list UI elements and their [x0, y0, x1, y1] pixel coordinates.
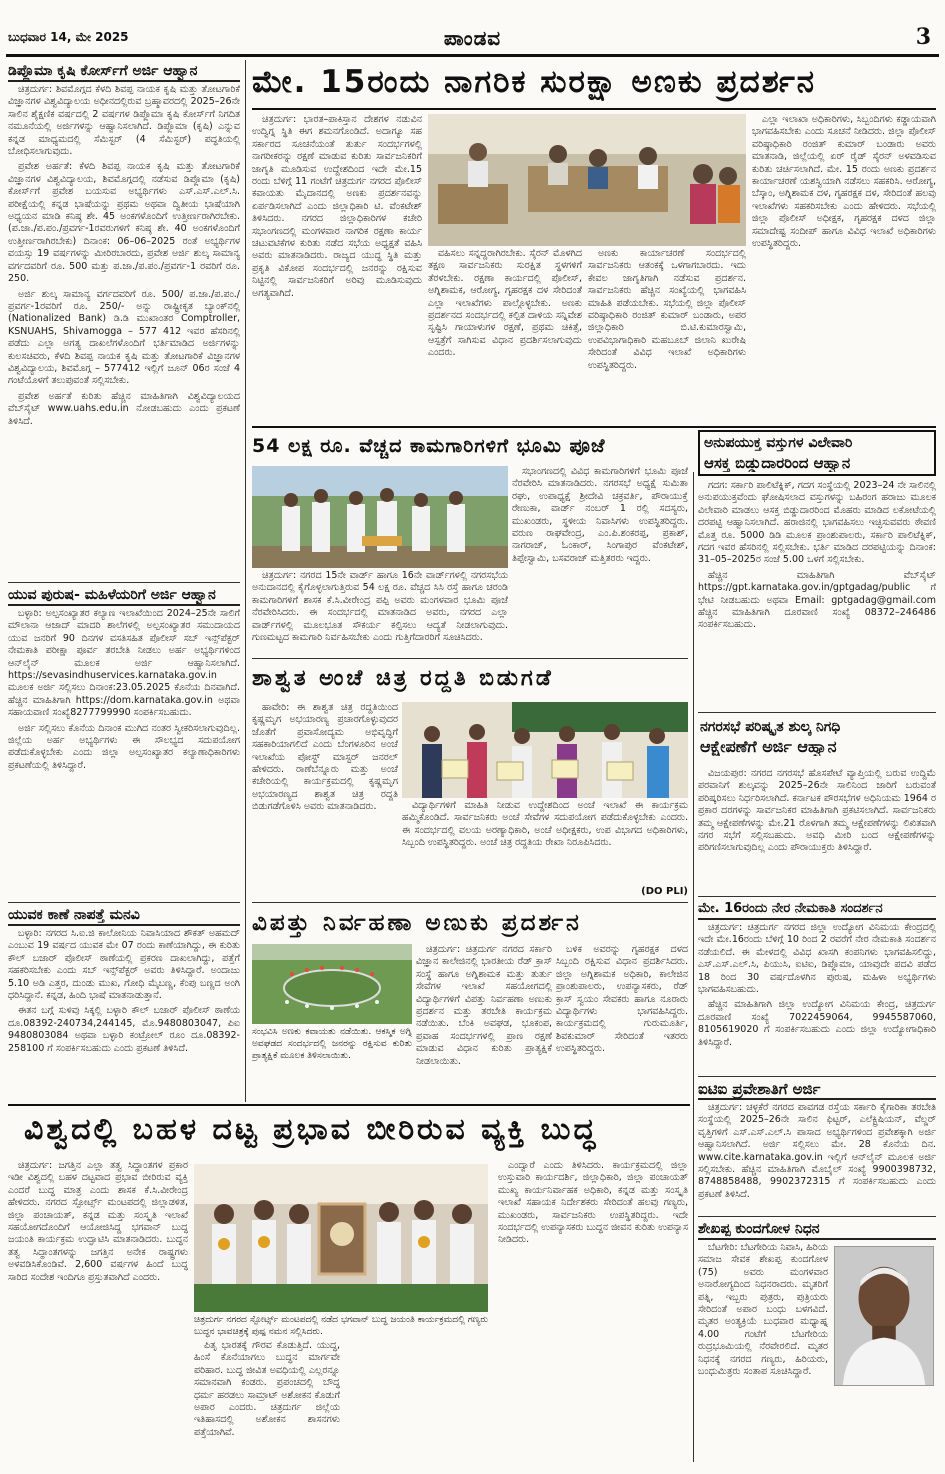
paragraph: ಚಿತ್ರದುರ್ಗ: ಚಿತ್ರದುರ್ಗ ನಗರದ ಜಿಲ್ಲಾ ಉದ್ಯೋಗ ವಿನಿಮಯ ಕೇಂದ್ರದಲ್ಲಿ ಇದೇ ಮೇ.16ರಂದು ಬೆಳಿಗ್ಗೆ 10 ರಿಂದ 2 ರವರೆಗೆ ನೇರ ನೇಮಕಾತಿ ಸಂದರ್ಶನ ನಡೆಯಲಿದೆ. ಈ ಮೇಳದಲ್ಲಿ ವಿವಿಧ ಖಾಸಗಿ ಕಂಪನಿಗಳು ಭಾಗವಹಿಸಲಿದ್ದು, ಎಸ್.ಎಸ್.ಎಲ್.ಸಿ, ಪಿಯುಸಿ, ಐಟಿಐ, ಡಿಪ್ಲೊಮಾ, ಯಾವುದೇ ಪದವಿ ಪಡೆದ 18 ರಿಂದ 30 ವರ್ಷದೊಳಗಿನ ಪುರುಷ, ಮಹಿಳಾ ಅಭ್ಯರ್ಥಿಗಳು ಭಾಗವಹಿಸಬಹುದು. [698, 922, 936, 996]
article-column [252, 702, 398, 900]
section-divider [698, 1076, 936, 1077]
section-divider [698, 1216, 936, 1217]
paragraph: ಗದಗ: ಸರ್ಕಾರಿ ಪಾಲಿಟೆಕ್ನಿಕ್, ಗದಗ ಸಂಸ್ಥೆಯಲ್ಲಿ 2023–24 ನೇ ಸಾಲಿನಲ್ಲಿ ಅನುಪಯುಕ್ತವೆಂದು ಘೋಷಿಸಲಾದ ವಸ್ತುಗಳನ್ನು ಬಹಿರಂಗ ಹರಾಜು ಮೂಲಕ ವಿಲೇವಾರಿ ಮಾಡಲು ಆಸಕ್ತ ಬಿಡ್ಡುದಾರರಿಂದ ಮೊಹರು ಮಾಡಿದ ಲಕೋಟೆಯಲ್ಲಿ ದರಪಟ್ಟಿ ಆಹ್ವಾನಿಸಲಾಗಿದೆ. ಹರಾಜಿನಲ್ಲಿ ಭಾಗವಹಿಸಲು ಇಚ್ಛಿಸುವವರು ಠೇವಣಿ ಮೊತ್ತ ರೂ. 5000 ಡಿಡಿ ಮೂಲಕ ಪ್ರಾಂಶುಪಾಲರು, ಸರ್ಕಾರಿ ಪಾಲಿಟೆಕ್ನಿಕ್, ಗದಗ ಇವರ ಹೆಸರಿನಲ್ಲಿ ಸಲ್ಲಿಸಬೇಕು. ಭರ್ತಿ ಮಾಡಿದ ದರಪಟ್ಟಿಯನ್ನು ದಿನಾಂಕ: 31–05–2025ರ ಸಂಜೆ 5.00 ಒಳಗೆ ಸಲ್ಲಿಸಬೇಕು. [698, 480, 936, 566]
issue-date: ಬುಧವಾರ 14, ಮೇ 2025 [8, 30, 129, 44]
drill-photo [252, 944, 412, 1024]
paragraph: ಎಲ್ಲಾ ಇಲಾಖಾ ಅಧಿಕಾರಿಗಳು, ಸಿಬ್ಬಂದಿಗಳು ಕಡ್ಡಾಯವಾಗಿ ಭಾಗವಹಿಸಬೇಕು ಎಂದು ಸೂಚನೆ ನೀಡಿದರು. ಜಿಲ್ಲಾ ಪೊಲೀಸ್ ವರಿಷ್ಠಾಧಿಕಾರಿ ರಂಜಿತ್ ಕುಮಾರ್ ಬಂಡಾರು ಅವರು ಮಾತನಾಡಿ, ಜಿಲ್ಲೆಯಲ್ಲಿ ಏರ್ ರೈಡ್ ಸೈರನ್ ಅಳವಡಿಸುವ ಕುರಿತು ಚರ್ಚಿಸಲಾಗಿದೆ. ಮೇ. 15 ರಂದು ಅಣಕು ಪ್ರದರ್ಶನ ಕಾರ್ಯಾಚರಣೆ ಯಶಸ್ವಿಯಾಗಿ ನಡೆಸಲು ಸಹಕರಿಸಿ. ಆರೋಗ್ಯ, ಬೆಸ್ಕಾಂ, ಅಗ್ನಿಶಾಮಕ ದಳ, ಗೃಹರಕ್ಷಕ ದಳ, ಸೇರಿದಂತೆ ಹಲವು ಇಲಾಖೆಗಳು ಸಹಕರಿಸಬೇಕು ಎಂದು ಹೇಳಿದರು. ಸಭೆಯಲ್ಲಿ ಜಿಲ್ಲಾ ಪೊಲೀಸ್ ಅಧೀಕ್ಷಕ, ಗೃಹರಕ್ಷಕ ದಳದ ಜಿಲ್ಲಾ ಸಮಾದೇಷ್ಟ ಸಂದೀಪ್ ಹಾಗೂ ವಿವಿಧ ಇಲಾಖೆ ಅಧಿಕಾರಿಗಳು ಉಪಸ್ಥಿತರಿದ್ದರು. [752, 114, 936, 250]
paragraph: ಎಂದ್ವಾರೆ ಎಂದು ತಿಳಿಸಿದರು. ಕಾರ್ಯಕ್ರಮದಲ್ಲಿ ಜಿಲ್ಲಾ ಉಸ್ತುವಾರಿ ಕಾರ್ಯದರ್ಶಿ, ಜಿಲ್ಲಾಧಿಕಾರಿ, ಜಿಲ್ಲಾ ಪಂಚಾಯತ್ ಮುಖ್ಯ ಕಾರ್ಯನಿರ್ವಾಹಕ ಅಧಿಕಾರಿ, ಕನ್ನಡ ಮತ್ತು ಸಂಸ್ಕೃತಿ ಇಲಾಖೆ ಸಹಾಯಕ ನಿರ್ದೇಶಕರು ಸೇರಿದಂತೆ ಹಲವು ಗಣ್ಯರು, ಮುಖಂಡರು, ಸಾರ್ವಜನಿಕರು ಉಪಸ್ಥಿತರಿದ್ದರು. ಇದೇ ಸಂದರ್ಭದಲ್ಲಿ ಉಪನ್ಯಾಸಕರು ಬುದ್ಧನ ಜೀವನ ಕುರಿತು ಉಪನ್ಯಾಸ ನೀಡಿದರು. [498, 1160, 688, 1246]
paragraph: ಅರ್ಜಿ ಶುಲ್ಕ ಸಾಮಾನ್ಯ ವರ್ಗದವರಿಗೆ ರೂ. 500/ ಪ.ಜಾ./ಪ.ಪಂ./ಪ್ರವರ್ಗ-1ರವರಿಗೆ ರೂ. 250/- ಅನ್ನು ರಾಷ್ಟ್ರೀಕೃತ ಬ್ಯಾಂಕ್‌ನಲ್ಲಿ (Nationalized Bank) ಡಿ.ಡಿ ಮುಖಾಂತರ Comptroller, KSNUAHS, Shivamogga – 577 412 ಇವರ ಹೆಸರಿನಲ್ಲಿ ಪಡೆದು ಎಲ್ಲಾ ಅಗತ್ಯ ದಾಖಲೆಗಳೊಂದಿಗೆ ಭರ್ತಿಮಾಡಿದ ಅರ್ಜಿಗಳನ್ನು ಕುಲಸಚಿವರು, ಕೆಳದಿ ಶಿವಪ್ಪ ನಾಯಕ ಕೃಷಿ ಮತ್ತು ತೋಟಗಾರಿಕೆ ವಿಜ್ಞಾನಗಳ ವಿಶ್ವವಿದ್ಯಾಲಯ, ಶಿವಮೊಗ್ಗ – 577412 ಇಲ್ಲಿಗೆ ಜೂನ್ 06ರ ಸಂಜೆ 4 ಗಂಟೆಯೊಳಗೆ ತಲುಪುವಂತೆ ಸಲ್ಲಿಸಬೇಕು. [8, 288, 240, 387]
lead-headline: ಮೇ. 15ರಂದು ನಾಗರಿಕ ಸುರಕ್ಷಾ ಅಣಕು ಪ್ರದರ್ಶನ [252, 64, 816, 100]
article-column [588, 248, 746, 422]
paragraph: ಸಭಾಂಗಣದಲ್ಲಿ ವಿವಿಧ ಕಾಮಗಾರಿಗಳಿಗೆ ಭೂಮಿ ಪೂಜೆ ನೆರವೇರಿಸಿ ಮಾತನಾಡಿದರು. ನಗರಸಭೆ ಅಧ್ಯಕ್ಷೆ ಸುಮಿತಾ ರಘು, ಉಪಾಧ್ಯಕ್ಷೆ ಶ್ರೀದೇವಿ ಚಕ್ರವರ್ತಿ, ಪೌರಾಯುಕ್ತೆ ರೇಣುಕಾ, ವಾರ್ಡ್ ನಂಬರ್ 1 ರಲ್ಲಿ ಸದಸ್ಯರು, ಮುಖಂಡರು, ಸ್ಥಳೀಯ ನಿವಾಸಿಗಳು ಉಪಸ್ಥಿತರಿದ್ದರು. ವರುಣ ರಾಘವೇಂದ್ರ, ಎಂ.ಪಿ.ಶಂಕರಪ್ಪ, ಪ್ರಕಾಶ್, ನಾಗರಾಜ್, ಓಂಕಾರ್, ಸಿಂಗಾಪುರ ವೆಂಕಟೇಶ್, ತಿಪ್ಪೇಸ್ವಾಮಿ, ಬಸವರಾಜ್ ಮತ್ತಿತರರು ಇದ್ದರು. [512, 466, 688, 564]
headline-line: ಅನುಪಯುಕ್ತ ವಸ್ತುಗಳ ವಿಲೇವಾರಿ [704, 435, 853, 451]
article-column [498, 1160, 688, 1464]
article-column [428, 248, 582, 422]
article-column [252, 114, 422, 422]
article-headline: ವಿಪತ್ತು ನಿರ್ವಹಣಾ ಅಣುಕು ಪ್ರದರ್ಶನ [252, 910, 582, 936]
article-body [698, 1102, 936, 1212]
paragraph: ಹೆಚ್ಚಿನ ಮಾಹಿತಿಗಾಗಿ ವೆಬ್‌ಸೈಟ್ https://gpt.karnataka.gov.in/gptgadag/public ಗೆ ಭೇಟಿ ನೀಡಬಹುದು ಅಥವಾ Email: gptgadag@gmail.com ಹೆಚ್ಚಿನ ಮಾಹಿತಿಗಾಗಿ ದೂರವಾಣಿ ಸಂಖ್ಯೆ 08372–246486 ಸಂಪರ್ಕಿಸಬಹುದು. [698, 569, 936, 631]
paragraph: ಬಳ್ಳಾರಿ: ಅಲ್ಪಸಂಖ್ಯಾತರ ಕಲ್ಯಾಣ ಇಲಾಖೆಯಿಂದ 2024–25ನೇ ಸಾಲಿಗೆ ಮೌಲಾನಾ ಆಜಾದ್ ಮಾದರಿ ಶಾಲೆಗಳಲ್ಲಿ ಅಲ್ಪಸಂಖ್ಯಾತರ ಸಮುದಾಯದ ಯುವ ಜನರಿಗೆ 90 ದಿನಗಳ ವಸತಿಸಹಿತ ಪೊಲೀಸ್ ಸಬ್ ಇನ್ಸ್‌ಪೆಕ್ಟರ್ ನೇಮಕಾತಿ ಪರೀಕ್ಷಾ ಪೂರ್ವ ತರಬೇತಿ ನೀಡಲು ಅರ್ಹ ಅಭ್ಯರ್ಥಿಗಳಿಂದ ಆನ್‌ಲೈನ್ ಮೂಲಕ ಅರ್ಜಿ ಆಹ್ವಾನಿಸಲಾಗಿದೆ. https://sevasindhuservices.karnataka.gov.in ಮೂಲಕ ಅರ್ಜಿ ಸಲ್ಲಿಸಲು ದಿನಾಂಕ:23.05.2025 ಕೊನೆಯ ದಿನವಾಗಿದೆ. ಹೆಚ್ಚಿನ ಮಾಹಿತಿಗಾಗಿ https://dom.karnataka.gov.in ಅಥವಾ ಸಹಾಯವಾಣಿ ಸಂಖ್ಯೆ8277799990 ಸಂಪರ್ಕಿಸಬಹುದು. [8, 608, 240, 719]
paragraph: ಹಾವೇರಿ: ಈ ಶಾಶ್ವತ ಚಿತ್ರ ರದ್ದತಿಯಿಂದ ಕೃಷ್ಣಮೃಗ ಅಭಯಾರಣ್ಯ ಪ್ರಚಾರಗೊಳ್ಳುವುದರ ಜೊತೆಗೆ ಪ್ರವಾಸೋದ್ಯಮ ಅಭಿವೃದ್ಧಿಗೆ ಸಹಕಾರಿಯಾಗಲಿದೆ ಎಂದು ಬೆಂಗಳೂರಿನ ಅಂಚೆ ಇಲಾಖೆಯ ಪೋಸ್ಟ್ ಮಾಸ್ಟರ್ ಜನರಲ್ ಹೇಳಿದರು. ರಾಣೆಬೆನ್ನೂರು ಮತ್ತು ಅಂಚೆ ಕಚೇರಿಯಲ್ಲಿ ಕಾರ್ಯಕ್ರಮದಲ್ಲಿ ಕೃಷ್ಣಮೃಗ ಅಭಯಾರಣ್ಯದ ಶಾಶ್ವತ ಚಿತ್ರ ರದ್ದತಿ ಬಿಡುಗಡೆಗೊಳಿಸಿ ಅವರು ಮಾತನಾಡಿದರು. [252, 702, 398, 813]
paragraph: ಹೆಚ್ಚಿನ ಮಾಹಿತಿಗಾಗಿ ಜಿಲ್ಲಾ ಉದ್ಯೋಗ ವಿನಿಮಯ ಕೇಂದ್ರ, ಚಿತ್ರದುರ್ಗ ದೂರವಾಣಿ ಸಂಖ್ಯೆ 7022459064, 9945587060, 8105619020 ಗೆ ಸಂಪರ್ಕಿಸಬಹುದು ಎಂದು ಜಿಲ್ಲಾ ಉದ್ಯೋಗಾಧಿಕಾರಿ ತಿಳಿಸಿದ್ದಾರೆ. [698, 999, 936, 1048]
headline-box [698, 716, 936, 764]
section-divider [8, 902, 240, 903]
paragraph: ಚಿತ್ರದುರ್ಗ: ಚಿತ್ರದುರ್ಗ ನಗರದ ಸರ್ಕಾರಿ ವಿಜ್ಞಾನ ಕಾಲೇಜಿನಲ್ಲಿ ಭಾರತೀಯ ರೆಡ್ ಕ್ರಾಸ್ ಸಂಸ್ಥೆ ಹಾಗೂ ಅಗ್ನಿಶಾಮಕ ಮತ್ತು ತುರ್ತು ಸೇವೆಗಳ ಇಲಾಖೆ ಸಹಯೋಗದಲ್ಲಿ ವಿದ್ಯಾರ್ಥಿಗಳಿಗೆ ವಿಪತ್ತು ನಿರ್ವಹಣಾ ಅಣುಕು ಪ್ರದರ್ಶನ ಮತ್ತು ತರಬೇತಿ ಕಾರ್ಯಕ್ರಮ ನಡೆಯಿತು. ಬೆಂಕಿ ಅವಘಡ, ಭೂಕಂಪ, ಪ್ರವಾಹ ಸಂದರ್ಭಗಳಲ್ಲಿ ಪ್ರಾಣ ರಕ್ಷಣೆ ಮಾಡುವ ವಿಧಾನ ಕುರಿತು ಪ್ರಾತ್ಯಕ್ಷಿಕೆ ನೀಡಲಾಯಿತು. [416, 944, 552, 1067]
paragraph: ಅಣಕು ಕಾರ್ಯಾಚರಣೆ ಸಂದರ್ಭದಲ್ಲಿ ಸಾರ್ವಜನಿಕರು ಆತಂಕಕ್ಕೆ ಒಳಗಾಗಬಾರದು. ಇದು ಕೇವಲ ಜಾಗೃತಿಗಾಗಿ ನಡೆಸುವ ಪ್ರದರ್ಶನ. ಸಾರ್ವಜನಿಕರು ಹೆಚ್ಚಿನ ಸಂಖ್ಯೆಯಲ್ಲಿ ಭಾಗವಹಿಸಿ ಮಾಹಿತಿ ಪಡೆಯಬೇಕು. ಸಭೆಯಲ್ಲಿ ಜಿಲ್ಲಾ ಪೊಲೀಸ್ ವರಿಷ್ಠಾಧಿಕಾರಿ ರಂಜಿತ್ ಕುಮಾರ್ ಬಂಡಾರು, ಅಪರ ಜಿಲ್ಲಾಧಿಕಾರಿ ಬಿ.ಟಿ.ಕುಮಾರಸ್ವಾಮಿ, ಉಪವಿಭಾಗಾಧಿಕಾರಿ ಮಹಬೂಬ್ ಜಿಲಾನಿ ಖುರೇಷಿ ಸೇರಿದಂತೆ ವಿವಿಧ ಇಲಾಖೆ ಅಧಿಕಾರಿಗಳು ಉಪಸ್ಥಿತರಿದ್ದರು. [588, 248, 746, 371]
photo-caption: ಚಿತ್ರದುರ್ಗ ನಗರದ ಸ್ಪೋರ್ಟ್ಸ್ ಮಂಟಪದಲ್ಲಿ ನಡೆದ ಭಗವಾನ್ ಬುದ್ಧ ಜಯಂತಿ ಕಾರ್ಯಕ್ರಮದಲ್ಲಿ ಗಣ್ಯರು ಬುದ್ಧನ ಭಾವಚಿತ್ರಕ್ಕೆ ಪುಷ್ಪ ನಮನ ಸಲ್ಲಿಸಿದರು. [194, 1315, 488, 1337]
paragraph: ಪ್ರವೇಶ ಅರ್ಹತೆ ಕುರಿತು ಹೆಚ್ಚಿನ ಮಾಹಿತಿಗಾಗಿ ವಿಶ್ವವಿದ್ಯಾಲಯದ ವೆಬ್‌ಸೈಟ್ www.uahs.edu.in ನೋಡಬಹುದು ಎಂದು ಪ್ರಕಟಣೆ ತಿಳಿಸಿದೆ. [8, 390, 240, 427]
paragraph: ಚಿತ್ರದುರ್ಗ: ನಗರದ 15ನೇ ವಾರ್ಡ್ ಹಾಗೂ 16ನೇ ವಾರ್ಡ್‌ಗಳಲ್ಲಿ ನಗರಸಭೆಯ ಅನುದಾನದಲ್ಲಿ ಕೈಗೊಳ್ಳಲಾಗುತ್ತಿರುವ 54 ಲಕ್ಷ ರೂ. ವೆಚ್ಚದ ಸಿಸಿ ರಸ್ತೆ ಹಾಗೂ ಚರಂಡಿ ಕಾಮಗಾರಿಗಳಿಗೆ ಶಾಸಕ ಕೆ.ಸಿ.ವೀರೇಂದ್ರ ಪಪ್ಪಿ ಅವರು ಮಂಗಳವಾರ ಭೂಮಿ ಪೂಜೆ ನೆರವೇರಿಸಿದರು. ಈ ಸಂದರ್ಭದಲ್ಲಿ ಮಾತನಾಡಿದ ಅವರು, ನಗರದ ಎಲ್ಲಾ ವಾರ್ಡ್‌ಗಳಲ್ಲಿ ಮೂಲಭೂತ ಸೌಕರ್ಯ ಕಲ್ಪಿಸಲು ಆದ್ಯತೆ ನೀಡಲಾಗುವುದು. ಗುಣಮಟ್ಟದ ಕಾಮಗಾರಿ ನಿರ್ವಹಿಸಬೇಕು ಎಂದು ಗುತ್ತಿಗೆದಾರರಿಗೆ ಸೂಚಿಸಿದರು. [252, 570, 508, 644]
article-column [752, 114, 936, 422]
section-divider [252, 658, 688, 659]
section-divider [698, 896, 936, 897]
article-headline: ವಿಶ್ವದಲ್ಲಿ ಬಹಳ ದಟ್ಟ ಪ್ರಭಾವ ಬೀರಿರುವ ವ್ಯಕ್ತಿ ಬುದ್ಧ [24, 1112, 599, 1147]
headline-line: ಆಕ್ಷೇಪಣೆಗೆ ಅರ್ಜಿ ಆಹ್ವಾನ [700, 738, 837, 756]
photo-credit: (DO PLI) [641, 886, 688, 897]
headline-line: ಆಸಕ್ತ ಬಿಡ್ಡುದಾರರಿಂದ ಆಹ್ವಾನ [704, 454, 851, 472]
paragraph: ಅರ್ಜಿ ಸಲ್ಲಿಸಲು ಕೊನೆಯ ದಿನಾಂಕ ಮುಗಿದ ನಂತರ ಸ್ವೀಕರಿಸಲಾಗುವುದಿಲ್ಲ. ಜಿಲ್ಲೆಯ ಅರ್ಹ ಅಭ್ಯರ್ಥಿಗಳು ಈ ಸೌಲಭ್ಯದ ಸದುಪಯೋಗ ಪಡೆದುಕೊಳ್ಳಬೇಕು ಎಂದು ಜಿಲ್ಲಾ ಅಲ್ಪಸಂಖ್ಯಾತರ ಕಲ್ಯಾಣಾಧಿಕಾರಿಗಳು ಪ್ರಕಟಣೆಯಲ್ಲಿ ತಿಳಿಸಿದ್ದಾರೆ. [8, 722, 240, 771]
article-column [252, 570, 508, 654]
column-divider [245, 60, 246, 1102]
paragraph: ಬಳಿಕ ಅವರನ್ನು ಗೃಹರಕ್ಷಕ ದಳದ ಸಿಬ್ಬಂದಿ ರಕ್ಷಿಸುವ ವಿಧಾನ ಪ್ರದರ್ಶಿಸಿದರು. ಜಿಲ್ಲಾ ಅಗ್ನಿಶಾಮಕ ಅಧಿಕಾರಿ, ಕಾಲೇಜಿನ ಪ್ರಾಂಶುಪಾಲರು, ಉಪನ್ಯಾಸಕರು, ರೆಡ್ ಕ್ರಾಸ್ ಸ್ವಯಂ ಸೇವಕರು ಹಾಗೂ ನೂರಾರು ವಿದ್ಯಾರ್ಥಿಗಳು ಭಾಗವಹಿಸಿದ್ದರು. ಕಾರ್ಯಕ್ರಮದಲ್ಲಿ ಗುರುಮೂರ್ತಿ, ಶಿವಕುಮಾರ್ ಸೇರಿದಂತೆ ಇತರರು ಉಪಸ್ಥಿತರಿದ್ದರು. [556, 944, 688, 1055]
article-body [698, 768, 936, 894]
article-body [8, 84, 240, 580]
section-divider [698, 712, 936, 713]
buddha-jayanti-photo [194, 1164, 488, 1312]
paragraph: ಪಿತೃ ಭಾರತಕ್ಕೆ ಗೌರವ ಕೊಡುತ್ತಿದೆ. ಯುದ್ಧ, ಹಿಂಸೆ ಕೊನೆಯಾಗಲು ಬುದ್ಧನ ಮಾರ್ಗವೇ ಪರಿಹಾರ. ಬುದ್ಧ ಜೀವಿತ ಅವಧಿಯಲ್ಲಿ ಎಲ್ಲರನ್ನೂ ಸಮಾನವಾಗಿ ಕಂಡರು. ಪ್ರಪಂಚದಲ್ಲಿ ಬೌದ್ಧ ಧರ್ಮ ಹರಡಲು ಸಾಮ್ರಾಟ್ ಅಶೋಕನ ಕೊಡುಗೆ ಅಪಾರ ಎಂದರು. ಚಿತ್ರದುರ್ಗ ಜಿಲ್ಲೆಯ ಇತಿಹಾಸದಲ್ಲಿ ಅಶೋಕನ ಶಾಸನಗಳು ಪತ್ತೆಯಾಗಿವೆ. [194, 1340, 340, 1438]
paragraph: ಬೆಟಗೇರಿ: ಬೆಟಗೇರಿಯ ನಿವಾಸಿ, ಹಿರಿಯ ಸಮಾಜ ಸೇವಕ ಶೇಖಪ್ಪ ಕುಂದಗೋಳ (75) ಅವರು ಮಂಗಳವಾರ ಅನಾರೋಗ್ಯದಿಂದ ನಿಧನರಾದರು. ಮೃತರಿಗೆ ಪತ್ನಿ, ಇಬ್ಬರು ಪುತ್ರರು, ಪುತ್ರಿಯರು ಸೇರಿದಂತೆ ಅಪಾರ ಬಂಧು ಬಳಗವಿದೆ. ಮೃತರ ಅಂತ್ಯಕ್ರಿಯೆ ಬುಧವಾರ ಮಧ್ಯಾಹ್ನ 4.00 ಗಂಟೆಗೆ ಬೆಟಗೇರಿಯ ರುದ್ರಭೂಮಿಯಲ್ಲಿ ನೆರವೇರಲಿದೆ. ಮೃತರ ನಿಧನಕ್ಕೆ ನಗರದ ಗಣ್ಯರು, ಹಿರಿಯರು, ಬಂಧುಮಿತ್ರರು ಸಂತಾಪ ಸೂಚಿಸಿದ್ದಾರೆ. [698, 1242, 828, 1378]
paragraph: ಚಿತ್ರದುರ್ಗ: ಚಳ್ಳಕೆರೆ ನಗರದ ಪಾವಗಡ ರಸ್ತೆಯ ಸರ್ಕಾರಿ ಕೈಗಾರಿಕಾ ತರಬೇತಿ ಸಂಸ್ಥೆಯಲ್ಲಿ 2025–26ನೇ ಸಾಲಿನ ಫಿಟ್ಟರ್, ಎಲೆಕ್ಟ್ರಿಷಿಯನ್, ವೆಲ್ಡರ್ ವೃತ್ತಿಗಳಿಗೆ ಎಸ್.ಎಸ್.ಎಲ್.ಸಿ ಪಾಸಾದ ಅಭ್ಯರ್ಥಿಗಳಿಂದ ಪ್ರವೇಶಕ್ಕಾಗಿ ಅರ್ಜಿ ಆಹ್ವಾನಿಸಲಾಗಿದೆ. ಅರ್ಜಿ ಸಲ್ಲಿಸಲು ಮೇ. 28 ಕೊನೆಯ ದಿನ. www.cite.karnataka.gov.in ಇಲ್ಲಿಗೆ ಆನ್‌ಲೈನ್ ಮೂಲಕ ಅರ್ಜಿ ಸಲ್ಲಿಸಬೇಕು. ಹೆಚ್ಚಿನ ಮಾಹಿತಿಗಾಗಿ ಮೊಬೈಲ್ ಸಂಖ್ಯೆ 9900398732, 8748858488, 9902372315 ಗೆ ಸಂಪರ್ಕಿಸಬಹುದು ಎಂದು ಪ್ರಕಟಣೆ ತಿಳಿಸಿದೆ. [698, 1102, 936, 1200]
article-headline: ಯುವಕ ಕಾಣೆ ನಾಪತ್ತೆ ಮನವಿ [8, 906, 240, 926]
meeting-photo [428, 114, 746, 246]
paragraph: ಪ್ರವೇಶ ಅರ್ಹತೆ: ಕೆಳದಿ ಶಿವಪ್ಪ ನಾಯಕ ಕೃಷಿ ಮತ್ತು ತೋಟಗಾರಿಕೆ ವಿಜ್ಞಾನಗಳ ವಿಶ್ವವಿದ್ಯಾಲಯ, ಶಿವಮೊಗ್ಗದಲ್ಲಿ ನಡೆಸುವ ಡಿಪ್ಲೊಮಾ (ಕೃಷಿ) ಕೋರ್ಸ್‌ಗೆ ಪ್ರವೇಶ ಬಯಸುವ ಅಭ್ಯರ್ಥಿಗಳು ಎಸ್.ಎಸ್.ಎಲ್.ಸಿ. ಪರೀಕ್ಷೆಯಲ್ಲಿ ಕನ್ನಡ ಭಾಷೆಯನ್ನು ಪ್ರಥಮ ಅಥವಾ ದ್ವಿತೀಯ ಭಾಷೆಯಾಗಿ ಅಧ್ಯಯನ ಮಾಡಿ ಕನಿಷ್ಠ ಶೇ. 45 ಅಂಕಗಳೊಂದಿಗೆ ಉತ್ತೀರ್ಣರಾಗಿರಬೇಕು. (ಪ.ಜಾ./ಪ.ಪಂ./ಪ್ರವರ್ಗ-1ರವರುಗಳಿಗೆ ಕನಿಷ್ಠ ಶೇ. 40 ಅಂಕಗಳೊಂದಿಗೆ ಉತ್ತೀರ್ಣರಾಗಿರಬೇಕು) ದಿನಾಂಕ: 06–06–2025 ರಂತೆ ಅಭ್ಯರ್ಥಿಗಳ ವಯಸ್ಸು 19 ವರ್ಷಗಳನ್ನು ಮೀರಿರಬಾರದು, ಪ್ರವೇಶ ಅರ್ಜಿ ಶುಲ್ಕ ಸಾಮಾನ್ಯ ವರ್ಗದವರಿಗೆ ರೂ. 500 ಮತ್ತು ಪ.ಜಾ./ಪ.ಪಂ./ಪ್ರವರ್ಗ-1 ರವರಿಗೆ ರೂ. 250. [8, 161, 240, 285]
article-headline: ಐಟಿಐ ಪ್ರವೇಶಾತಿಗೆ ಅರ್ಜಿ [698, 1080, 936, 1100]
paragraph: ಚಿತ್ರದುರ್ಗ: ಜಗತ್ತಿನ ಎಲ್ಲಾ ತತ್ವ ಸಿದ್ಧಾಂತಗಳ ಪ್ರಕಾರ ಇಡೀ ವಿಶ್ವದಲ್ಲಿ ಬಹಳ ದಟ್ಟವಾದ ಪ್ರಭಾವ ಬೀರಿರುವ ವ್ಯಕ್ತಿ ಎಂದರೆ ಬುದ್ಧ ಮಾತ್ರ ಎಂದು ಶಾಸಕ ಕೆ.ಸಿ.ವೀರೇಂದ್ರ ಹೇಳಿದರು. ನಗರದ ಸ್ಪೋರ್ಟ್ಸ್ ಮಂಟಪದಲ್ಲಿ ಜಿಲ್ಲಾಡಳಿತ, ಜಿಲ್ಲಾ ಪಂಚಾಯತ್, ಕನ್ನಡ ಮತ್ತು ಸಂಸ್ಕೃತಿ ಇಲಾಖೆ ಸಹಯೋಗದೊಂದಿಗೆ ಆಯೋಜಿಸಿದ್ದ ಭಗವಾನ್ ಬುದ್ಧ ಜಯಂತಿ ಕಾರ್ಯಕ್ರಮ ಉದ್ಘಾಟಿಸಿ ಮಾತನಾಡಿದರು. ಬುದ್ಧನ ತತ್ವ ಸಿದ್ಧಾಂತಗಳನ್ನು ಜಗತ್ತಿನ ಅನೇಕ ರಾಷ್ಟ್ರಗಳು ಅಳವಡಿಸಿಕೊಂಡಿವೆ. 2,600 ವರ್ಷಗಳ ಹಿಂದೆ ಬುದ್ಧ ಸಾರಿದ ಸಂದೇಶ ಇಂದಿಗೂ ಪ್ರಸ್ತುತವಾಗಿದೆ ಎಂದರು. [8, 1160, 188, 1283]
section-divider [252, 902, 688, 903]
headline-rule [252, 108, 936, 110]
article-column [512, 466, 688, 654]
paragraph: ಈತನ ಬಗ್ಗೆ ಸುಳಿವು ಸಿಕ್ಕಲ್ಲಿ ಬಳ್ಳಾರಿ ಕೌಲ್ ಬಜಾರ್ ಪೊಲೀಸ್ ಠಾಣೆಯ ದೂ.08392-240734,244145, ಮೊ.9480803047, ಪಿಐ 9480803084 ಅಥವಾ ಬಳ್ಳಾರಿ ಕಂಟ್ರೋಲ್ ರೂಂ ದೂ.08392-258100 ಗೆ ಸಂಪರ್ಕಿಸಬಹುದು ಎಂದು ಪ್ರಕಟಣೆ ತಿಳಿಸಿದೆ. [8, 1005, 240, 1054]
article-headline: ಶೇಖಪ್ಪ ಕುಂದಗೋಳ ನಿಧನ [698, 1220, 936, 1240]
section-divider [252, 426, 936, 428]
paragraph: ವಿಜಯಪುರ: ನಗರದ ನಗರಸಭೆ ಹೊಸಪೇಟೆ ವ್ಯಾಪ್ತಿಯಲ್ಲಿ ಬರುವ ಉದ್ದಿಮೆ ಪರವಾನಿಗೆ ಶುಲ್ಕವನ್ನು 2025–26ನೇ ಸಾಲಿನಿಂದ ಜಾರಿಗೆ ಬರುವಂತೆ ಪರಿಷ್ಕರಿಸಲು ನಿರ್ಧರಿಸಲಾಗಿದೆ. ಕರ್ನಾಟಕ ಪೌರಸಭೆಗಳ ಅಧಿನಿಯಮ 1964 ರ ಪ್ರಕಾರ ದರಗಳನ್ನು ಸಾರ್ವಜನಿಕರ ಮಾಹಿತಿಗಾಗಿ ಪ್ರಕಟಿಸಲಾಗಿದೆ. ಸಾರ್ವಜನಿಕರು ತಮ್ಮ ಆಕ್ಷೇಪಣೆಗಳನ್ನು ಮೇ.21 ರೊಳಗಾಗಿ ತಮ್ಮ ಆಕ್ಷೇಪಣೆಗಳನ್ನು ಲಿಖಿತವಾಗಿ ನಗರ ಸಭೆಗೆ ಸಲ್ಲಿಸಬಹುದು. ಅವಧಿ ಮೀರಿ ಬಂದ ಆಕ್ಷೇಪಣೆಗಳನ್ನು ಪರಿಗಣಿಸಲಾಗುವುದಿಲ್ಲ ಎಂದು ಪೌರಾಯುಕ್ತರು ತಿಳಿಸಿದ್ದಾರೆ. [698, 768, 936, 854]
paragraph: ವಿದ್ಯಾರ್ಥಿಗಳಿಗೆ ಮಾಹಿತಿ ನೀಡುವ ಉದ್ದೇಶದಿಂದ ಅಂಚೆ ಇಲಾಖೆ ಈ ಕಾರ್ಯಕ್ರಮ ಹಮ್ಮಿಕೊಂಡಿದೆ. ಸಾರ್ವಜನಿಕರು ಅಂಚೆ ಸೇವೆಗಳ ಸದುಪಯೋಗ ಪಡೆದುಕೊಳ್ಳಬೇಕು ಎಂದರು. ಈ ಸಂದರ್ಭದಲ್ಲಿ ವಲಯ ಅರಣ್ಯಾಧಿಕಾರಿ, ಅಂಚೆ ಅಧೀಕ್ಷಕರು, ಉಪ ವಿಭಾಗದ ಅಧಿಕಾರಿಗಳು, ಸಿಬ್ಬಂದಿ ಉಪಸ್ಥಿತರಿದ್ದರು. ಅಂಚೆ ಚಿತ್ರ ರದ್ದತಿಯ ರೇಖಾ ನಿರೂಪಿಸಿದರು. [402, 800, 688, 849]
masthead-title: ಪಾಂಡವ [443, 26, 502, 50]
article-headline: ಶಾಶ್ವತ ಅಂಚೆ ಚಿತ್ರ ರದ್ದತಿ ಬಿಡುಗಡೆ [252, 666, 554, 691]
article-column [556, 944, 688, 1102]
paragraph: ಚಿತ್ರದುರ್ಗ: ಶಿವಮೊಗ್ಗದ ಕೆಳದಿ ಶಿವಪ್ಪ ನಾಯಕ ಕೃಷಿ ಮತ್ತು ತೋಟಗಾರಿಕೆ ವಿಜ್ಞಾನಗಳ ವಿಶ್ವವಿದ್ಯಾಲಯ ಅಧೀನದಲ್ಲಿರುವ ಬ್ರಹ್ಮಾವರದಲ್ಲಿ 2025–26ನೇ ಸಾಲಿನ ಶೈಕ್ಷಣಿಕ ವರ್ಷದಲ್ಲಿ 2 ವರ್ಷಗಳ ಡಿಪ್ಲೊಮಾ ಕೃಷಿ ಕೋರ್ಸ್‌ಗೆ ನಿಗದಿತ ನಮೂನೆಯಲ್ಲಿ ಅರ್ಜಿಗಳನ್ನು ಆಹ್ವಾನಿಸಲಾಗಿದೆ. ಡಿಪ್ಲೊಮಾ (ಕೃಷಿ) ಎನ್ನುವ ಕನ್ನಡ ಮಾಧ್ಯಮದಲ್ಲಿ ಸೆಮಿಸ್ಟರ್ (4 ಸೆಮಿಸ್ಟರ್) ಪದ್ಧತಿಯಲ್ಲಿ ಬೋಧಿಸಲಾಗುವುದು. [8, 84, 240, 158]
article-body [698, 480, 936, 708]
article-body [698, 922, 936, 1074]
section-divider [8, 582, 240, 583]
article-body [698, 1242, 828, 1464]
article-column [416, 944, 552, 1102]
paragraph: ಚಿತ್ರದುರ್ಗ: ಭಾರತ–ಪಾಕಿಸ್ತಾನ ದೇಶಗಳ ನಡುವಿನ ಉದ್ವಿಗ್ನ ಸ್ಥಿತಿ ಈಗ ಶಮನಗೊಂಡಿದೆ. ಅದಾಗ್ಯೂ ಸಹ ಸರ್ಕಾರದ ಸೂಚನೆಯಂತೆ ತುರ್ತು ಸಂದರ್ಭಗಳಲ್ಲಿ ನಾಗರೀಕರನ್ನು ರಕ್ಷಣೆ ಮಾಡುವ ಕುರಿತು ಸಾರ್ವಜನಿಕರಿಗೆ ಜಾಗೃತಿ ಮೂಡಿಸುವ ಉದ್ದೇಶದಿಂದ ಇದೇ ಮೇ.15 ರಂದು ಬೆಳಿಗ್ಗೆ 11 ಗಂಟೆಗೆ ಚಿತ್ರದುರ್ಗ ನಗರದ ಪೊಲೀಸ್ ಕವಾಯತು ಮೈದಾನದಲ್ಲಿ ಅಣಕು ಪ್ರದರ್ಶನವನ್ನು ಏರ್ಪಡಿಸಲಾಗಿದೆ ಎಂದು ಜಿಲ್ಲಾಧಿಕಾರಿ ಟಿ. ವೆಂಕಟೇಶ್ ತಿಳಿಸಿದರು. ನಗರದ ಜಿಲ್ಲಾಧಿಕಾರಿಗಳ ಕಚೇರಿ ಸಭಾಂಗಣದಲ್ಲಿ ಮಂಗಳವಾರ ನಾಗರಿಕ ರಕ್ಷಣಾ ಕಾರ್ಯ ಚಟುವಟಿಕೆಗಳ ಕುರಿತು ನಡೆದ ಸಭೆಯ ಅಧ್ಯಕ್ಷತೆ ವಹಿಸಿ ಅವರು ಮಾತನಾಡಿದರು. ರಾಜ್ಯದ ಯುದ್ಧ ಸ್ಥಿತಿ ಮತ್ತು ಪ್ರಕೃತಿ ವಿಕೋಪ ಸಂದರ್ಭದಲ್ಲಿ ಜನರನ್ನು ರಕ್ಷಿಸುವ ನಿಟ್ಟಿನಲ್ಲಿ ಸಾರ್ವಜನಿಕರಿಗೆ ಅರಿವು ಮೂಡಿಸುವುದು ಅಗತ್ಯವಾಗಿದೆ. [252, 114, 422, 299]
paragraph: ಬಳ್ಳಾರಿ: ನಗರದ ಸಿ.ಐ.ಜಿ ಕಾಲೋನಿಯ ನಿವಾಸಿಯಾದ ಶೌಕತ್ ಅಹಮದ್ ಎಂಬುವ 19 ವರ್ಷದ ಯುವಕ ಮೇ 07 ರಂದು ಕಾಣೆಯಾಗಿದ್ದು, ಈ ಕುರಿತು ಕೌಲ್ ಬಜಾರ್ ಪೊಲೀಸ್ ಠಾಣೆಯಲ್ಲಿ ಪ್ರಕರಣ ದಾಖಲಾಗಿದ್ದು, ಪತ್ತೆಗೆ ಸಹಕರಿಸಬೇಕು ಎಂದು ಸಬ್ ಇನ್ಸ್‌ಪೆಕ್ಟರ್ ಅವರು ತಿಳಿಸಿದ್ದಾರೆ. ಅಂದಾಜು 5.10 ಅಡಿ ಎತ್ತರ, ದುಂಡು ಮುಖ, ಗೋಧಿ ಮೈಬಣ್ಣ, ಕೆಂಪು ಬಣ್ಣದ ಅಂಗಿ ಧರಿಸಿದ್ದಾನೆ. ಕನ್ನಡ, ಹಿಂದಿ ಭಾಷೆ ಮಾತನಾಡುತ್ತಾನೆ. [8, 928, 240, 1002]
article-column [402, 800, 688, 886]
obituary-portrait [834, 1246, 934, 1386]
article-headline: ಮೇ. 16ರಂದು ನೇರ ನೇಮಕಾತಿ ಸಂದರ್ಶನ [698, 900, 936, 920]
headline-box [698, 430, 936, 476]
section-divider [8, 1104, 690, 1106]
stamp-release-photo [402, 702, 688, 798]
headline-line: ನಗರಸಭೆ ಪರಿಷ್ಕೃತ ಶುಲ್ಕ ನಿಗಧಿ [700, 719, 841, 735]
paragraph: ವಹಿಸಲು ಸನ್ನದ್ದರಾಗಿರಬೇಕು. ಸೈರನ್ ಮೊಳಗಿದ ತಕ್ಷಣ ಸಾರ್ವಜನಿಕರು ಸುರಕ್ಷಿತ ಸ್ಥಳಗಳಿಗೆ ತೆರಳಬೇಕು. ರಕ್ಷಣಾ ಕಾರ್ಯದಲ್ಲಿ ಪೊಲೀಸ್, ಅಗ್ನಿಶಾಮಕ, ಆರೋಗ್ಯ, ಗೃಹರಕ್ಷಕ ದಳ ಸೇರಿದಂತೆ ಎಲ್ಲಾ ಇಲಾಖೆಗಳು ಪಾಲ್ಗೊಳ್ಳಬೇಕು. ಅಣಕು ಪ್ರದರ್ಶನದ ಸಂದರ್ಭದಲ್ಲಿ ಕಲ್ಪಿತ ದಾಳಿಯ ಸನ್ನಿವೇಶ ಸೃಷ್ಟಿಸಿ ಗಾಯಾಳುಗಳ ರಕ್ಷಣೆ, ಪ್ರಥಮ ಚಿಕಿತ್ಸೆ, ಆಸ್ಪತ್ರೆಗೆ ಸಾಗಿಸುವ ವಿಧಾನ ಪ್ರದರ್ಶಿಸಲಾಗುವುದು ಎಂದರು. [428, 248, 582, 359]
page-number: 3 [915, 24, 931, 50]
article-headline: 54 ಲಕ್ಷ ರೂ. ವೆಚ್ಚದ ಕಾಮಗಾರಿಗಳಿಗೆ ಭೂಮಿ ಪೂಜೆ [252, 435, 606, 457]
article-column [8, 1160, 188, 1464]
article-headline: ಡಿಪ್ಲೊಮಾ ಕೃಷಿ ಕೋರ್ಸ್‌ಗೆ ಅರ್ಜಿ ಆಹ್ವಾನ [8, 62, 240, 82]
photo-caption: ಸಂಭವಿಸಿ ಅಣಕು ಕವಾಯತು ನಡೆಯಿತು. ಆಕಸ್ಮಿಕ ಅಗ್ನಿ ಅವಘಡದ ಸಂದರ್ಭದಲ್ಲಿ ಜನರನ್ನು ರಕ್ಷಿಸುವ ಕುರಿತು ಪ್ರಾತ್ಯಕ್ಷಿಕೆ ಮೂಲಕ ತಿಳಿಸಲಾಯಿತು. [252, 1027, 412, 1061]
article-body [8, 608, 240, 898]
ceremony-photo [252, 466, 508, 568]
article-body [8, 928, 240, 1100]
article-column [194, 1340, 340, 1464]
header-divider [6, 54, 939, 57]
column-divider [693, 472, 694, 1462]
article-headline: ಯುವ ಪುರುಷ- ಮಹಿಳೆಯರಿಗೆ ಅರ್ಜಿ ಆಹ್ವಾನ [8, 586, 240, 606]
